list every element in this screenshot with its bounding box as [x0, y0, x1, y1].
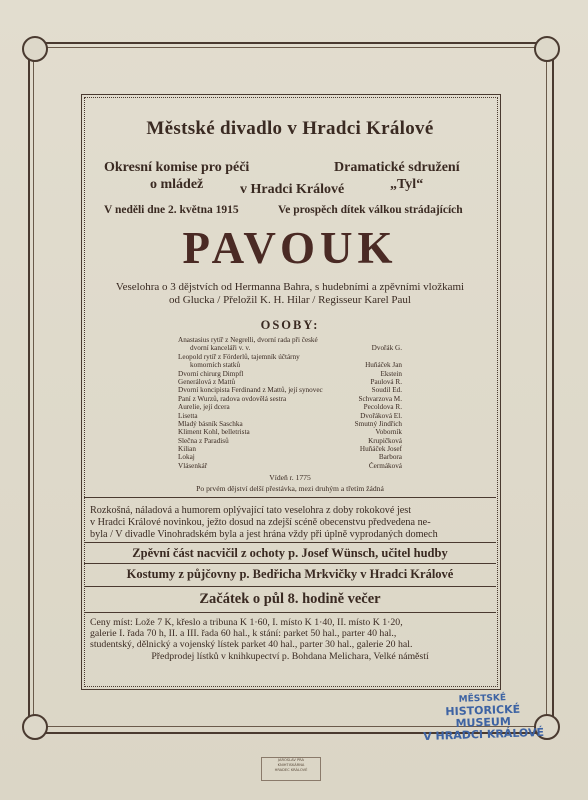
cast-role: Dvorní koncipista Ferdinand z Mattů, její synovec: [178, 386, 323, 395]
divider-line: [84, 563, 496, 564]
cast-actor: Dvořáková El.: [360, 411, 402, 420]
about-paragraph: [90, 505, 490, 541]
play-description-line1: Veselohra o 3 dějstvích od Hermanna Bahra, s hudebními a zpěvními vložkami: [115, 281, 465, 293]
divider-line: [84, 542, 496, 543]
presale-note: Předprodej lístků v knihkupectví p. Bohdana Melichara, Velké náměstí: [151, 650, 429, 662]
performance-date: V neděli dne 2. května 1915: [104, 204, 239, 216]
cast-role: komorních statků: [190, 361, 241, 370]
cast-row: [178, 445, 402, 453]
cast-row: [178, 344, 402, 352]
cast-row: [178, 403, 402, 411]
cast-actor: Pecoldova R.: [363, 403, 402, 412]
cast-row: [178, 420, 402, 428]
right-org-line1: Dramatické sdružení: [334, 160, 460, 175]
cast-role: dvorní kanceláři v. v.: [190, 344, 251, 353]
cast-role: Generálová z Mattů: [178, 377, 236, 386]
divider-line: [84, 586, 496, 587]
frame-corner-ornament-bottom-left: [22, 714, 48, 740]
cast-row: [178, 353, 402, 361]
costume-credit: Kostumy z půjčovny p. Bedřicha Mrkvičky v Hradci Králové: [126, 567, 454, 581]
cast-row: [178, 378, 402, 386]
cast-role: Anastasius rytíř z Negrelli, dvorní rada při české: [178, 336, 318, 344]
play-title: PAVOUK: [182, 223, 398, 273]
cast-role: Vlásenkář: [178, 461, 208, 470]
cast-role: Kliment Kohl, belletrista: [178, 428, 250, 437]
left-org-line2: o mládež: [150, 177, 204, 192]
cast-actor: Soudil Ed.: [371, 386, 402, 395]
ticket-prices: [90, 617, 490, 662]
cast-heading: OSOBY:: [260, 318, 320, 332]
music-credit: Zpěvní část nacvičil z ochoty p. Josef Wünsch, učitel hudby: [132, 546, 448, 560]
prices-line1: Ceny míst: Lože 7 K, křeslo a tribuna K 1·60, I. místo K 1·40, II. místo K 1·20,: [90, 617, 403, 628]
printer-line3: HRADEC KRÁLOVÉ: [274, 768, 308, 772]
cast-actor: Smutný Jindřich: [354, 419, 402, 428]
stamp-line1: MĚSTSKÉ: [458, 693, 507, 705]
stamp-line2: HISTORICKÉ MUSEUM: [445, 702, 521, 730]
left-org-line1: Okresní komise pro péči: [104, 160, 250, 175]
divider-line: [84, 497, 496, 498]
cast-row: [178, 412, 402, 420]
cast-row: [178, 361, 402, 369]
cast-actor: Huňáček Josef: [359, 445, 402, 454]
cast-actor: Krupičková: [368, 436, 402, 445]
cast-role: Paní z Wurzů, radova ovdovělá sestra: [178, 394, 287, 403]
divider-line: [84, 612, 496, 613]
about-line3: byla / V divadle Vinohradském byla a jest hrána vždy při úplně vyprodaných domech: [90, 529, 438, 540]
cast-role: Kilian: [178, 445, 196, 454]
cast-role: Slečna z Paradisů: [178, 436, 229, 445]
play-description-line2: od Glucka / Přeložil K. H. Hilar / Regisseur Karel Paul: [169, 294, 411, 306]
cast-row: [178, 336, 402, 344]
cast-role: Leopold rytíř z Förderlů, tajemník účtárny: [178, 352, 300, 361]
cast-actor: Paulová R.: [370, 377, 402, 386]
prices-line3: studentský, dělnický a vojenský lístek parket 40 hal., parter 30 hal., galerie 20 hal.: [90, 639, 413, 651]
cast-row: [178, 395, 402, 403]
cast-row: [178, 437, 402, 445]
about-line1: Rozkošná, náladová a humorem oplývající tato veselohra z doby rokokové jest: [90, 505, 412, 516]
cast-list: [178, 336, 402, 470]
cast-row: [178, 453, 402, 461]
museum-stamp: [419, 691, 547, 743]
cast-actor: Voborník: [375, 428, 402, 437]
frame-corner-ornament-top-right: [534, 36, 560, 62]
setting-place: Vídeň r. 1775: [269, 473, 311, 482]
cast-role: Lokaj: [178, 453, 195, 462]
cast-row: [178, 386, 402, 394]
cast-row: [178, 462, 402, 470]
prices-line2: galerie I. řada 70 h, II. a III. řada 60 hal., k stání: parket 50 hal., parter 40 hal.,: [90, 628, 397, 640]
cast-role: Aurelie, její dcera: [178, 403, 230, 412]
cast-actor: Ekstein: [380, 369, 402, 378]
cast-actor: Schvarzova M.: [358, 394, 402, 403]
cast-actor: Dvořák G.: [371, 344, 402, 353]
cast-role: Lisetta: [178, 411, 198, 420]
right-org-line2: „Tyl“: [390, 177, 424, 192]
cast-actor: Huňáček Jan: [365, 361, 402, 370]
printer-mark: [261, 757, 321, 781]
stamp-line3: V HRADCI KRÁLOVÉ: [422, 725, 545, 744]
start-time: Začátek o půl 8. hodině večer: [199, 591, 381, 607]
middle-org: v Hradci Králové: [240, 182, 345, 197]
theatre-name: Městské divadlo v Hradci Králové: [146, 118, 434, 139]
benefit-note: Ve prospěch dítek válkou strádajících: [278, 204, 463, 216]
frame-corner-ornament-top-left: [22, 36, 48, 62]
cast-row: [178, 370, 402, 378]
about-line2: v Hradci Králové novinkou, ježto dosud na zdejší scéně obecenstvu předvedena ne-: [90, 517, 431, 528]
cast-role: Dvorní chirurg Dimpfl: [178, 369, 244, 378]
cast-role: Mladý básník Saschka: [178, 419, 243, 428]
cast-row: [178, 428, 402, 436]
intermission-note: Po prvém dějství delší přestávka, mezi druhým a třetím žádná: [196, 484, 384, 493]
printer-line2: KNIHTISKÁRNA: [277, 763, 305, 767]
printer-line1: JAROSLAV PRA: [278, 758, 304, 762]
cast-actor: Barbora: [378, 453, 402, 462]
cast-actor: Čermáková: [368, 461, 402, 470]
